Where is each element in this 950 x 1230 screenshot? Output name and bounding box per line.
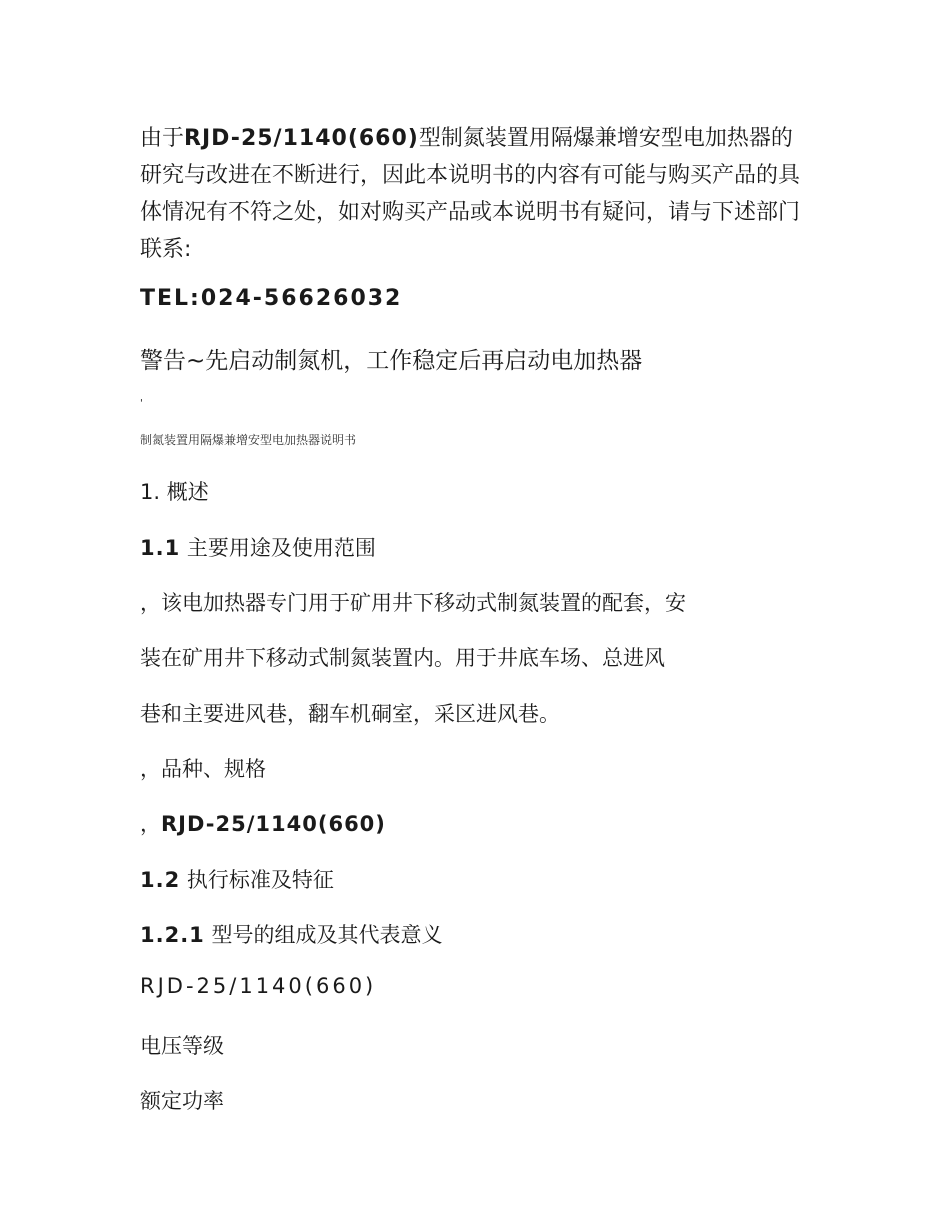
body-line-3: 巷和主要进风巷，翻车机硐室，采区进风巷。 (140, 702, 560, 726)
tick-mark: ' (140, 398, 143, 409)
tel-line: TEL:024-56626032 (140, 286, 403, 311)
section-1-1-title: 主要用途及使用范围 (180, 536, 376, 560)
intro-rest: 型制氮装置用隔爆兼增安型电加热器的研究与改进在不断进行，因此本说明书的内容有可能与购买产品的具体情况有不符之处，如对购买产品或本说明书有疑问，请与下述部门联系: (140, 126, 801, 262)
model-line (140, 808, 386, 838)
section-1-2-number: 1.2 (140, 868, 181, 892)
intro-model: RJD-25/1140(660) (184, 126, 419, 151)
section-1-2-1-heading (140, 919, 442, 949)
section-1-2-title: 执行标准及特征 (180, 868, 334, 892)
model-line-value: RJD-25/1140(660) (161, 812, 386, 836)
section-1-heading: 1. 概述 (140, 480, 209, 504)
section-1-1-number: 1.1 (140, 536, 181, 560)
voltage-level-line: 电压等级 (140, 1034, 224, 1058)
intro-paragraph (140, 120, 810, 268)
rated-power-line: 额定功率 (140, 1089, 224, 1113)
body-line-2: 装在矿用井下移动式制氮装置内。用于井底车场、总进风 (140, 646, 665, 670)
section-1-1-heading (140, 532, 376, 562)
model-code-line: RJD-25/1140(660) (140, 974, 377, 998)
intro-prefix: 由于 (140, 126, 185, 151)
section-1-2-1-number: 1.2.1 (140, 923, 205, 947)
warning-line: 警告~先启动制氮机，工作稳定后再启动电加热器 (140, 348, 643, 374)
section-1-2-heading (140, 864, 334, 894)
model-line-prefix: ， (140, 812, 161, 836)
varieties-line: ，品种、规格 (140, 757, 266, 781)
section-1-2-1-title: 型号的组成及其代表意义 (204, 923, 443, 947)
doc-header: 制氮装置用隔爆兼增安型电加热器说明书 (140, 433, 357, 447)
body-line-1: ，该电加热器专门用于矿用井下移动式制氮装置的配套，安 (140, 591, 686, 615)
